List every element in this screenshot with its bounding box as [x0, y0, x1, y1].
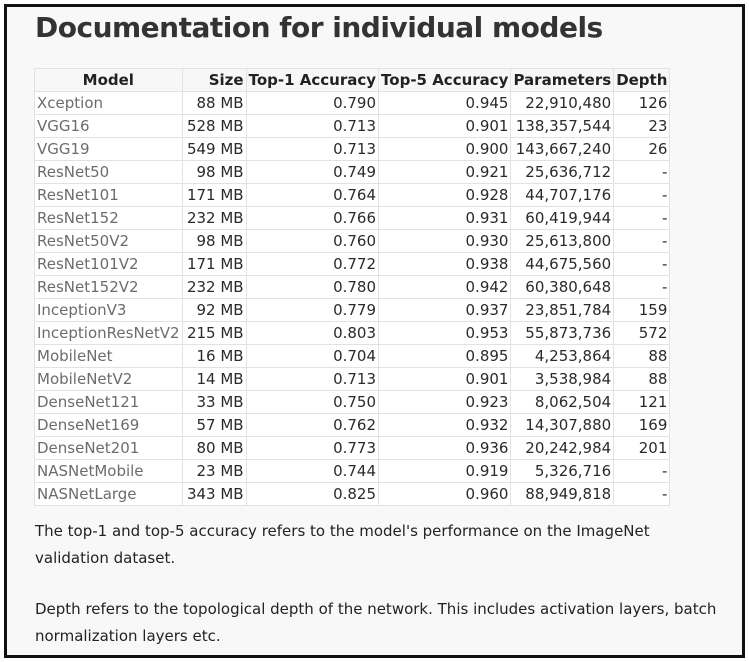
- top1-accuracy-cell: 0.772: [246, 253, 378, 276]
- table-row: [35, 299, 670, 322]
- parameters-cell: 143,667,240: [511, 138, 614, 161]
- table-row: [35, 322, 670, 345]
- top1-accuracy-cell: 0.773: [246, 437, 378, 460]
- parameters-cell: 5,326,716: [511, 460, 614, 483]
- model-name-cell: DenseNet201: [35, 437, 183, 460]
- depth-cell: -: [614, 276, 670, 299]
- top5-accuracy-cell: 0.932: [379, 414, 511, 437]
- top1-accuracy-cell: 0.713: [246, 138, 378, 161]
- top1-accuracy-cell: 0.749: [246, 161, 378, 184]
- model-name-cell: InceptionResNetV2: [35, 322, 183, 345]
- depth-cell: 169: [614, 414, 670, 437]
- depth-cell: 88: [614, 368, 670, 391]
- size-cell: 33 MB: [182, 391, 246, 414]
- parameters-cell: 23,851,784: [511, 299, 614, 322]
- table-row: [35, 460, 670, 483]
- depth-cell: -: [614, 161, 670, 184]
- top1-accuracy-cell: 0.779: [246, 299, 378, 322]
- size-cell: 98 MB: [182, 161, 246, 184]
- top1-accuracy-cell: 0.790: [246, 92, 378, 115]
- size-cell: 232 MB: [182, 207, 246, 230]
- depth-cell: -: [614, 184, 670, 207]
- table-row: [35, 115, 670, 138]
- table-row: [35, 161, 670, 184]
- top1-accuracy-cell: 0.762: [246, 414, 378, 437]
- model-name-cell: ResNet50: [35, 161, 183, 184]
- top5-accuracy-cell: 0.938: [379, 253, 511, 276]
- model-name-cell: ResNet101V2: [35, 253, 183, 276]
- models-table: [34, 68, 670, 506]
- depth-cell: 201: [614, 437, 670, 460]
- depth-cell: -: [614, 207, 670, 230]
- model-name-cell: VGG16: [35, 115, 183, 138]
- size-cell: 232 MB: [182, 276, 246, 299]
- size-cell: 171 MB: [182, 184, 246, 207]
- depth-cell: -: [614, 253, 670, 276]
- top1-accuracy-cell: 0.760: [246, 230, 378, 253]
- top5-accuracy-cell: 0.942: [379, 276, 511, 299]
- size-cell: 98 MB: [182, 230, 246, 253]
- column-header-top1-accuracy: Top-1 Accuracy: [246, 69, 378, 92]
- table-row: [35, 414, 670, 437]
- model-name-cell: VGG19: [35, 138, 183, 161]
- top5-accuracy-cell: 0.931: [379, 207, 511, 230]
- top1-accuracy-cell: 0.780: [246, 276, 378, 299]
- column-header-depth: Depth: [614, 69, 670, 92]
- size-cell: 92 MB: [182, 299, 246, 322]
- top5-accuracy-cell: 0.921: [379, 161, 511, 184]
- depth-note: Depth refers to the topological depth of the network. This includes activation layers, batch normalization layers etc.: [35, 600, 717, 645]
- top5-accuracy-cell: 0.901: [379, 368, 511, 391]
- size-cell: 57 MB: [182, 414, 246, 437]
- table-row: [35, 230, 670, 253]
- top1-accuracy-cell: 0.713: [246, 368, 378, 391]
- column-header-model: Model: [35, 69, 183, 92]
- size-cell: 80 MB: [182, 437, 246, 460]
- parameters-cell: 60,380,648: [511, 276, 614, 299]
- table-row: [35, 345, 670, 368]
- size-cell: 14 MB: [182, 368, 246, 391]
- top1-accuracy-cell: 0.744: [246, 460, 378, 483]
- table-row: [35, 207, 670, 230]
- size-cell: 549 MB: [182, 138, 246, 161]
- parameters-cell: 8,062,504: [511, 391, 614, 414]
- depth-cell: 88: [614, 345, 670, 368]
- table-row: [35, 184, 670, 207]
- size-cell: 23 MB: [182, 460, 246, 483]
- top5-accuracy-cell: 0.930: [379, 230, 511, 253]
- table-row: [35, 483, 670, 506]
- depth-cell: 23: [614, 115, 670, 138]
- model-name-cell: DenseNet121: [35, 391, 183, 414]
- parameters-cell: 44,675,560: [511, 253, 614, 276]
- top1-accuracy-cell: 0.803: [246, 322, 378, 345]
- top1-accuracy-cell: 0.825: [246, 483, 378, 506]
- model-name-cell: ResNet152V2: [35, 276, 183, 299]
- parameters-cell: 25,636,712: [511, 161, 614, 184]
- parameters-cell: 4,253,864: [511, 345, 614, 368]
- depth-cell: -: [614, 460, 670, 483]
- top5-accuracy-cell: 0.936: [379, 437, 511, 460]
- size-cell: 528 MB: [182, 115, 246, 138]
- parameters-cell: 22,910,480: [511, 92, 614, 115]
- column-header-size: Size: [182, 69, 246, 92]
- depth-cell: -: [614, 230, 670, 253]
- model-name-cell: ResNet101: [35, 184, 183, 207]
- column-header-top5-accuracy: Top-5 Accuracy: [379, 69, 511, 92]
- top5-accuracy-cell: 0.928: [379, 184, 511, 207]
- size-cell: 16 MB: [182, 345, 246, 368]
- model-name-cell: ResNet152: [35, 207, 183, 230]
- top1-accuracy-cell: 0.766: [246, 207, 378, 230]
- table-row: [35, 276, 670, 299]
- model-name-cell: MobileNet: [35, 345, 183, 368]
- depth-cell: 572: [614, 322, 670, 345]
- parameters-cell: 14,307,880: [511, 414, 614, 437]
- depth-cell: -: [614, 483, 670, 506]
- depth-cell: 121: [614, 391, 670, 414]
- depth-cell: 126: [614, 92, 670, 115]
- model-name-cell: NASNetLarge: [35, 483, 183, 506]
- column-header-parameters: Parameters: [511, 69, 614, 92]
- table-header-row: [35, 69, 670, 92]
- top5-accuracy-cell: 0.919: [379, 460, 511, 483]
- table-row: [35, 138, 670, 161]
- size-cell: 171 MB: [182, 253, 246, 276]
- top1-accuracy-cell: 0.750: [246, 391, 378, 414]
- top5-accuracy-cell: 0.901: [379, 115, 511, 138]
- page-title: Documentation for individual models: [35, 11, 603, 44]
- top5-accuracy-cell: 0.895: [379, 345, 511, 368]
- table-row: [35, 391, 670, 414]
- model-name-cell: Xception: [35, 92, 183, 115]
- table-row: [35, 437, 670, 460]
- depth-cell: 26: [614, 138, 670, 161]
- parameters-cell: 55,873,736: [511, 322, 614, 345]
- model-name-cell: DenseNet169: [35, 414, 183, 437]
- top1-accuracy-cell: 0.764: [246, 184, 378, 207]
- parameters-cell: 20,242,984: [511, 437, 614, 460]
- model-name-cell: ResNet50V2: [35, 230, 183, 253]
- size-cell: 343 MB: [182, 483, 246, 506]
- top5-accuracy-cell: 0.937: [379, 299, 511, 322]
- table-row: [35, 368, 670, 391]
- top5-accuracy-cell: 0.900: [379, 138, 511, 161]
- top1-accuracy-cell: 0.704: [246, 345, 378, 368]
- top5-accuracy-cell: 0.923: [379, 391, 511, 414]
- parameters-cell: 3,538,984: [511, 368, 614, 391]
- model-name-cell: InceptionV3: [35, 299, 183, 322]
- parameters-cell: 88,949,818: [511, 483, 614, 506]
- top5-accuracy-cell: 0.945: [379, 92, 511, 115]
- size-cell: 215 MB: [182, 322, 246, 345]
- parameters-cell: 25,613,800: [511, 230, 614, 253]
- depth-cell: 159: [614, 299, 670, 322]
- accuracy-note: The top-1 and top-5 accuracy refers to the model's performance on the ImageNet validation dataset.: [35, 522, 650, 567]
- parameters-cell: 44,707,176: [511, 184, 614, 207]
- parameters-cell: 60,419,944: [511, 207, 614, 230]
- size-cell: 88 MB: [182, 92, 246, 115]
- document-frame: [4, 4, 745, 658]
- table-row: [35, 92, 670, 115]
- table-body: [35, 92, 670, 506]
- table-row: [35, 253, 670, 276]
- top5-accuracy-cell: 0.953: [379, 322, 511, 345]
- top5-accuracy-cell: 0.960: [379, 483, 511, 506]
- model-name-cell: MobileNetV2: [35, 368, 183, 391]
- model-name-cell: NASNetMobile: [35, 460, 183, 483]
- top1-accuracy-cell: 0.713: [246, 115, 378, 138]
- parameters-cell: 138,357,544: [511, 115, 614, 138]
